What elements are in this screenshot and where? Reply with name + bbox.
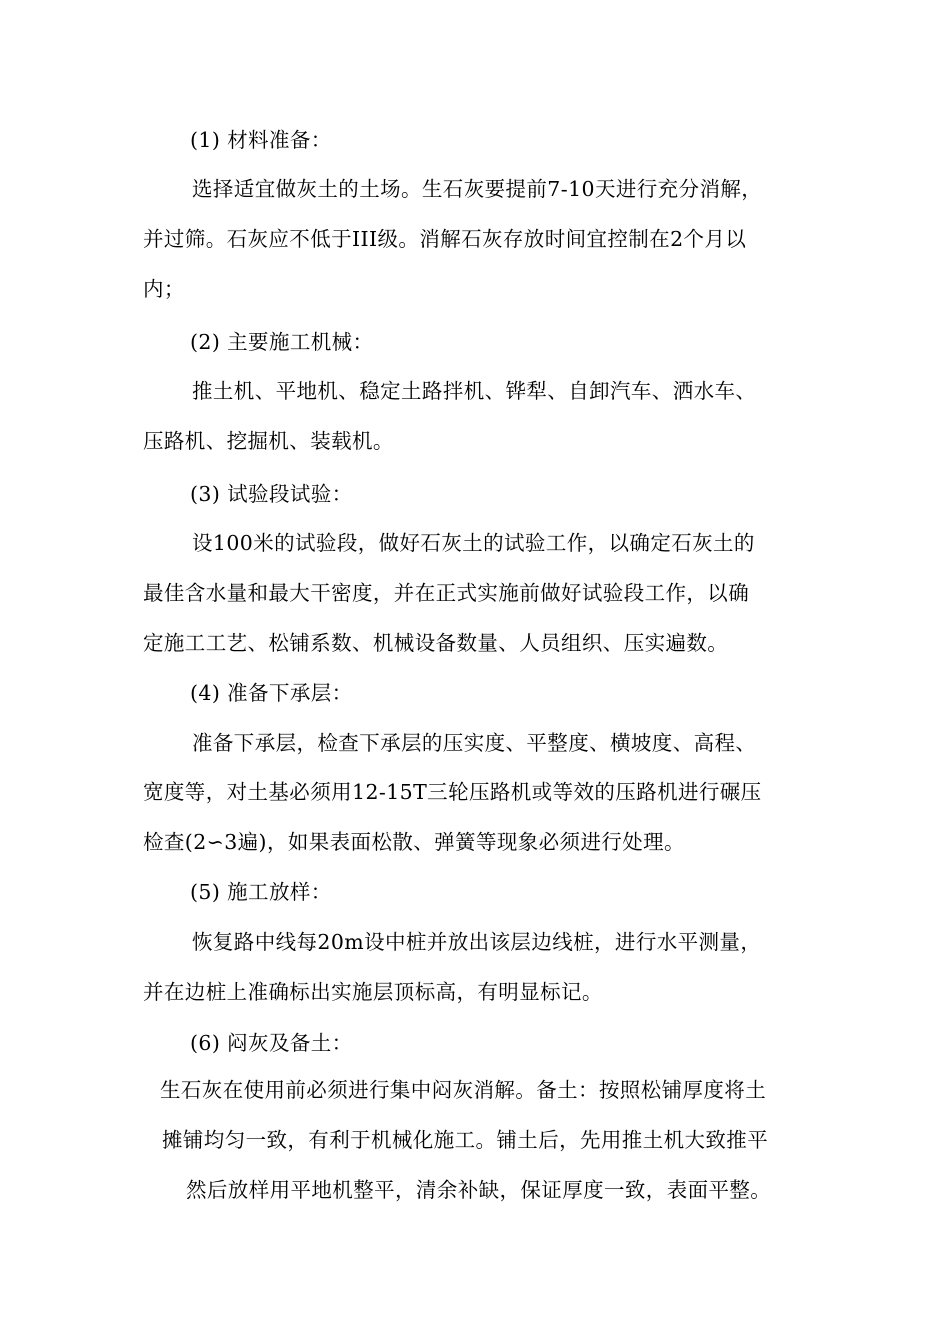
section-6-line-3: 然后放样用平地机整平，清余补缺，保证厚度一致，表面平整。 (186, 1178, 772, 1202)
section-3-line-2: 最佳含水量和最大干密度，并在正式实施前做好试验段工作，以确 (143, 581, 750, 605)
section-5-line-2: 并在边桩上准确标出实施层顶标高，有明显标记。 (143, 980, 603, 1004)
section-4-line-1: 准备下承层，检查下承层的压实度、平整度、横坡度、高程、 (192, 731, 757, 755)
section-6-heading: (6) 闷灰及备土： (190, 1031, 353, 1055)
section-5-line-1: 恢复路中线每20m设中桩并放出该层边线桩，进行水平测量， (192, 930, 762, 954)
section-4-line-3: 检查(2∽3遍)，如果表面松散、弹簧等现象必须进行处理。 (143, 830, 685, 854)
section-3-heading: (3) 试验段试验： (190, 482, 353, 506)
section-4-line-2: 宽度等，对土基必须用12-15T三轮压路机或等效的压路机进行碾压 (143, 780, 762, 804)
section-1-line-3: 内； (143, 277, 185, 301)
section-1-line-2: 并过筛。石灰应不低于III级。消解石灰存放时间宜控制在2个月以 (143, 227, 747, 251)
section-3-line-1: 设100米的试验段，做好石灰土的试验工作，以确定石灰土的 (192, 531, 755, 555)
section-6-line-1: 生石灰在使用前必须进行集中闷灰消解。备土：按照松铺厚度将土 (160, 1078, 767, 1102)
section-2-line-1: 推土机、平地机、稳定土路拌机、铧犁、自卸汽车、洒水车、 (192, 379, 757, 403)
section-2-heading: (2) 主要施工机械： (190, 330, 374, 354)
section-4-heading: (4) 准备下承层： (190, 681, 353, 705)
section-3-line-3: 定施工工艺、松铺系数、机械设备数量、人员组织、压实遍数。 (143, 631, 729, 655)
section-1-line-1: 选择适宜做灰土的土场。生石灰要提前7-10天进行充分消解， (192, 177, 763, 201)
section-2-line-2: 压路机、挖掘机、装载机。 (143, 429, 394, 453)
section-1-heading: (1) 材料准备： (190, 128, 332, 152)
section-5-heading: (5) 施工放样： (190, 880, 332, 904)
section-6-line-2: 摊铺均匀一致，有利于机械化施工。铺土后，先用推土机大致推平 (162, 1128, 769, 1152)
